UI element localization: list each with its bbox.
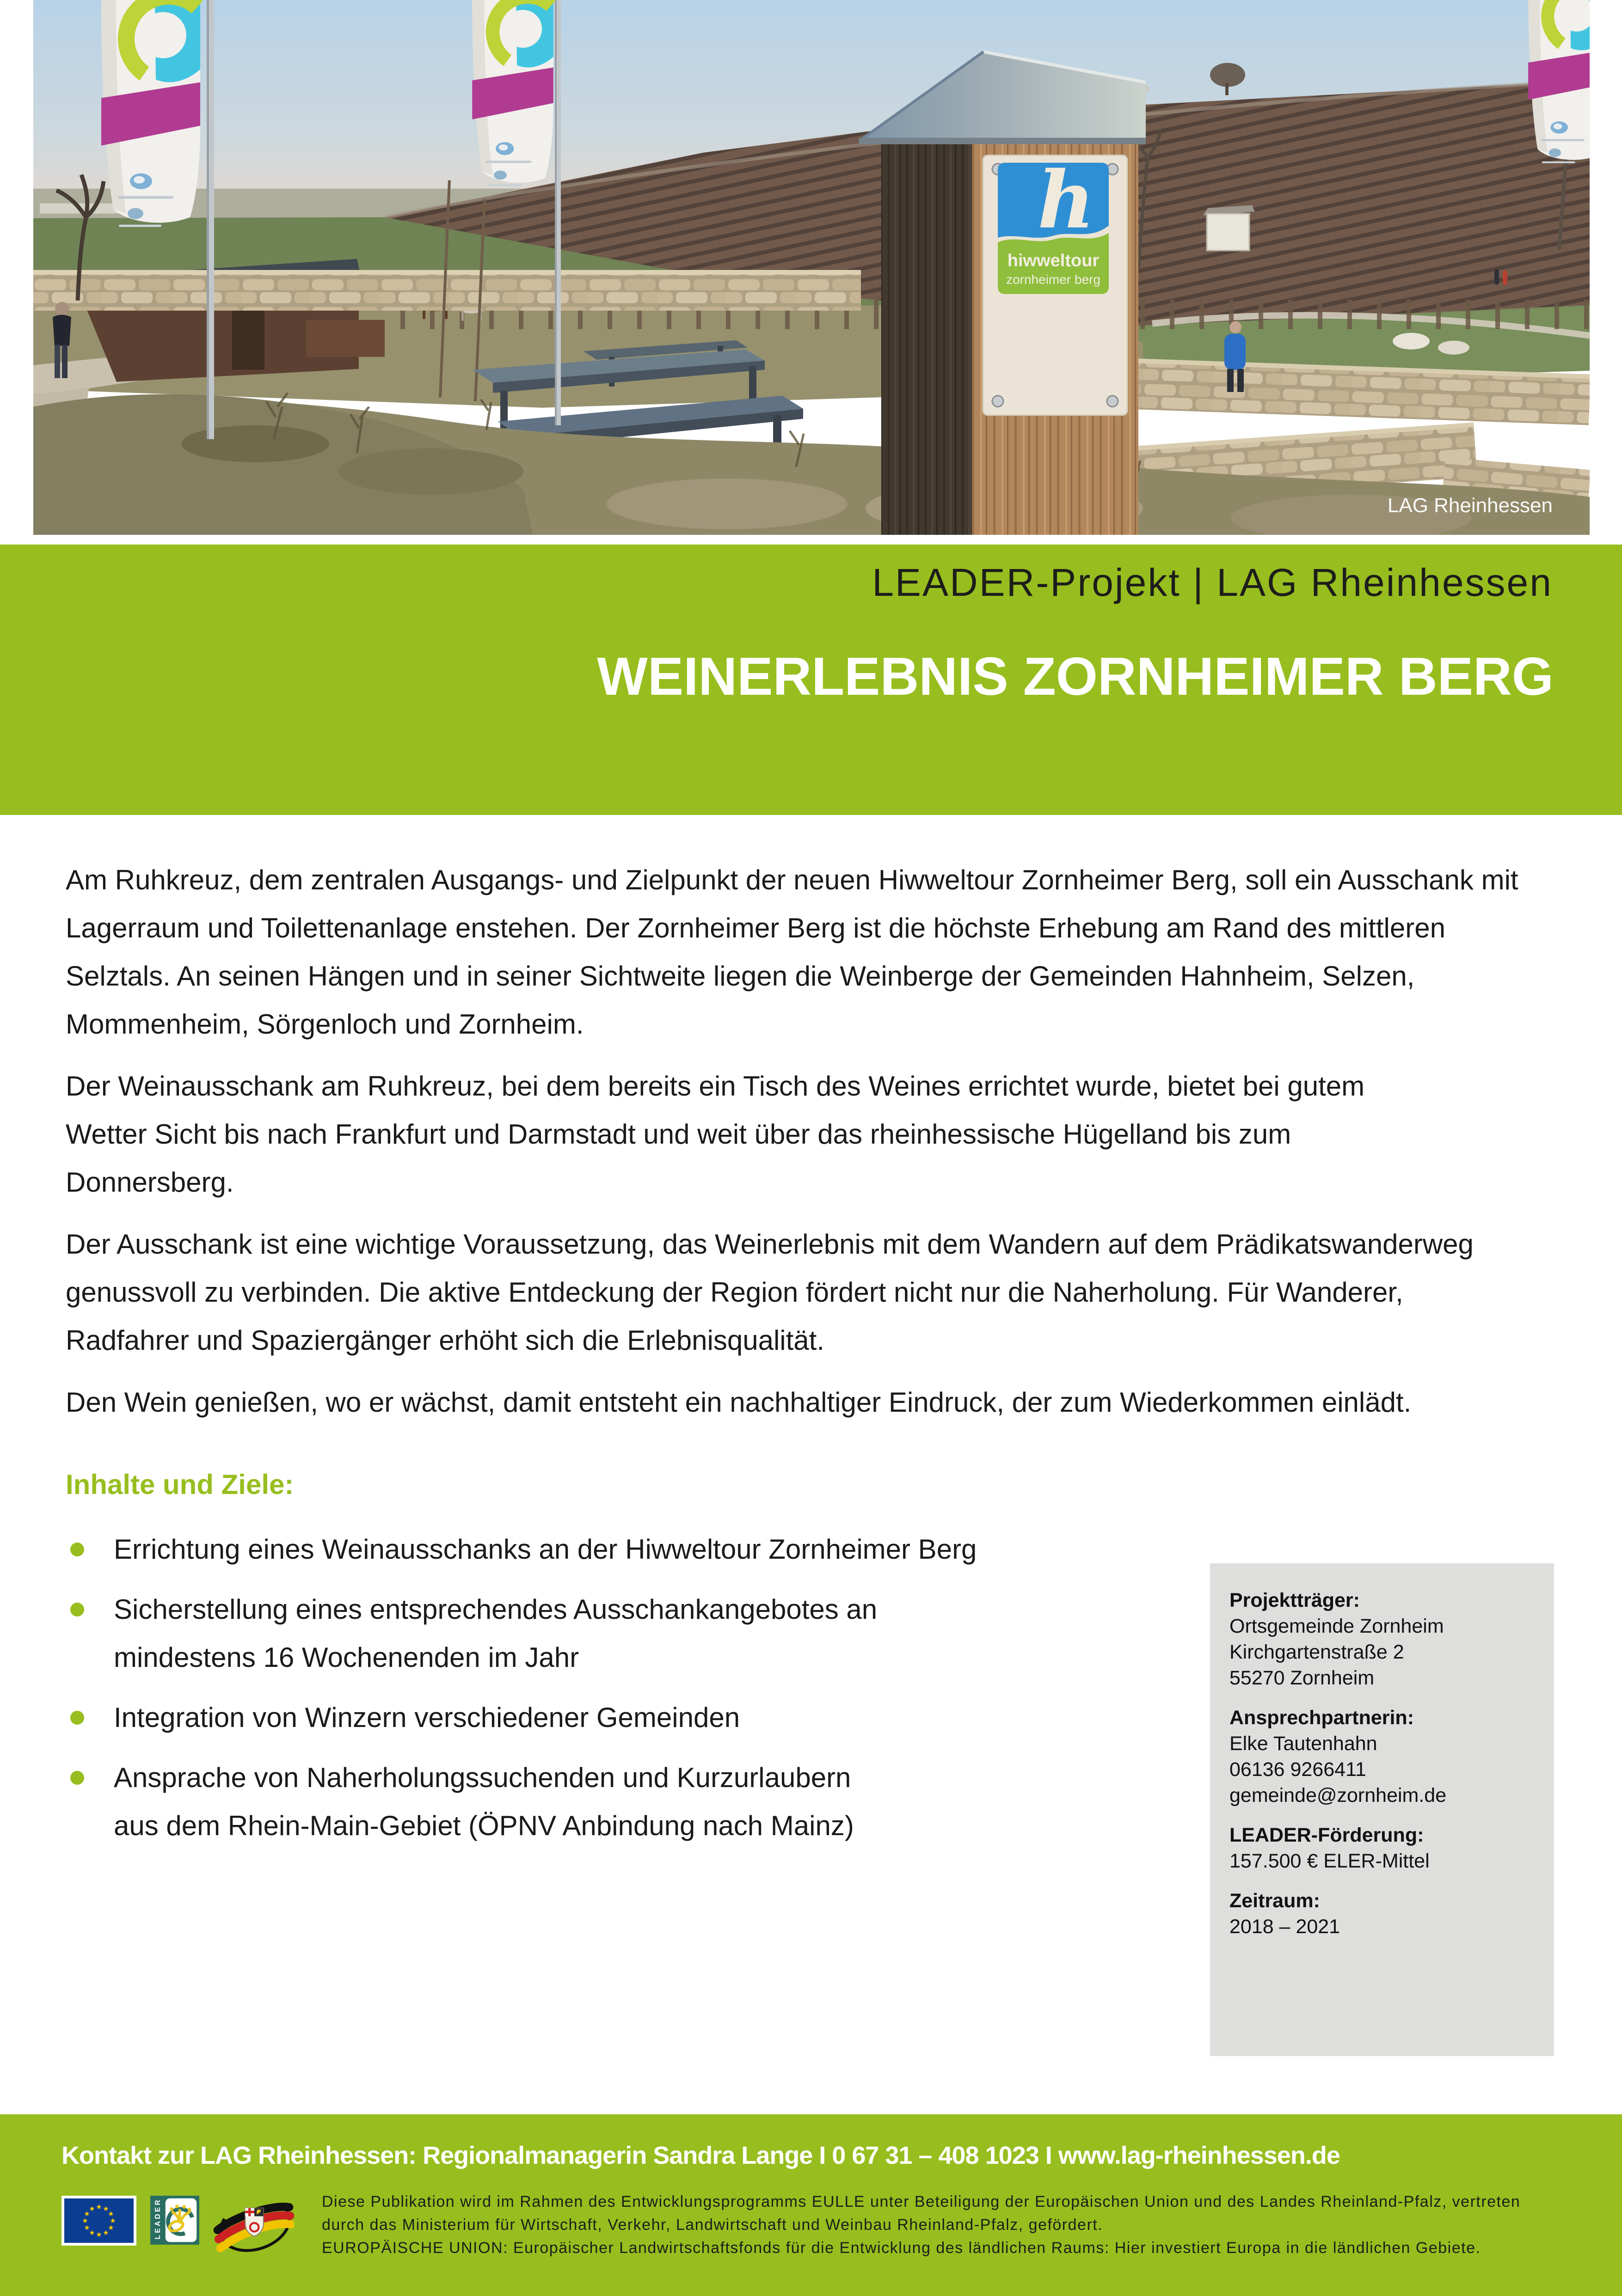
svg-text:LEADER: LEADER (154, 2198, 162, 2240)
goal-item: Errichtung eines Weinausschanks an der Hiwweltour Zornheimer Berg (66, 1525, 1185, 1574)
bullet-dot-icon (70, 1543, 84, 1556)
photo-shed-brown (306, 320, 385, 357)
svg-text:★: ★ (89, 2229, 95, 2237)
photo-shed-white (1203, 205, 1255, 251)
info-label: Zeitraum: (1229, 1890, 1320, 1912)
paragraph-3: Der Ausschank ist eine wichtige Voraussetzung, das Weinerlebnis mit dem Wandern auf dem Prädikatswanderweg genussvoll zu verbinden. Die aktive Entdeckung der Region fördert nicht nur die Naherholung. Für Wanderer, Radfahrer und Spaziergänger erhöht sich die Erlebnisqualität. (66, 1229, 1474, 1356)
svg-text:hiwweltour: hiwweltour (1007, 251, 1100, 270)
svg-text:★: ★ (84, 2210, 90, 2218)
info-group-ansprechpartnerin: Ansprechpartnerin: Elke Tautenhahn 06136 9266411 gemeinde@zornheim.de (1229, 1705, 1535, 1808)
bullet-dot-icon (70, 1771, 84, 1785)
footer-logos (61, 2196, 294, 2251)
footer (0, 2114, 1622, 2296)
svg-text:zornheimer berg: zornheimer berg (1006, 272, 1100, 287)
info-group-foerderung: LEADER-Förderung: 157.500 € ELER-Mittel (1229, 1822, 1535, 1874)
disclaimer-line: Diese Publikation wird im Rahmen des Entwicklungsprogramms EULLE unter Beteiligung der Europäischen Union und des Landes Rheinland-Pfalz, vertreten (322, 2193, 1521, 2210)
paragraph-1: Am Ruhkreuz, dem zentralen Ausgangs- und Zielpunkt der neuen Hiwweltour Zornheimer Berg, soll ein Ausschank mit Lagerraum und Toilettenanlage enstehen. Der Zornheimer Berg ist die höchste Erhebung am Rand des mittleren Selztals. An seinen Hängen und in seiner Sichtweite liegen die Weinberge der Gemeinden Hahnheim, Selzen, Mommenheim, Sörgenloch und Zornheim. (66, 864, 1518, 1040)
photo-stone-wall-left (33, 270, 861, 311)
goal-item: Integration von Winzern verschiedener Gemeinden (66, 1694, 1185, 1742)
info-label: LEADER-Förderung: (1229, 1824, 1424, 1846)
svg-text:★: ★ (82, 2216, 88, 2225)
footer-contact: Kontakt zur LAG Rheinhessen: Regionalmanagerin Sandra Lange I 0 67 31 – 408 1023 I www.lag-rheinhessen.de (61, 2142, 1340, 2169)
info-group-traeger: Projektträger: Ortsgemeinde Zornheim Kirchgartenstraße 2 55270 Zornheim (1229, 1587, 1535, 1691)
svg-text:★: ★ (108, 2223, 114, 2232)
photo-signpost (859, 52, 1146, 535)
disclaimer-line: durch das Ministerium für Wirtschaft, Verkehr, Landwirtschaft und Weinbau Rheinland-Pfalz, gefördert. (322, 2216, 1103, 2234)
svg-text:★: ★ (108, 2210, 114, 2218)
photo-watermark: LAG Rheinhessen (1387, 494, 1553, 517)
title-banner (0, 545, 1622, 815)
goal-item: Ansprache von Naherholungssuchenden und Kurzurlaubern aus dem Rhein-Main-Gebiet (ÖPNV Anbindung nach Mainz) (66, 1754, 1185, 1850)
svg-text:★: ★ (103, 2229, 109, 2237)
bullet-dot-icon (70, 1603, 84, 1616)
sign-h-icon: h (1038, 154, 1095, 246)
info-label: Ansprechpartnerin: (1229, 1707, 1414, 1729)
footer-disclaimer (322, 2190, 1520, 2259)
eu-flag-icon (61, 2196, 136, 2246)
svg-text:★: ★ (103, 2204, 109, 2213)
photo-flag-right-corner (1528, 0, 1590, 163)
svg-text:★: ★ (96, 2230, 102, 2239)
page-title: WEINERLEBNIS ZORNHEIMER BERG (597, 646, 1554, 706)
rlp-coat-of-arms (245, 2208, 263, 2236)
project-info-box (1210, 1563, 1554, 2056)
svg-text:★: ★ (89, 2204, 95, 2213)
paragraph-4: Den Wein genießen, wo er wächst, damit entsteht ein nachhaltiger Eindruck, der zum Wiederkommen einlädt. (66, 1387, 1412, 1418)
svg-text:★: ★ (96, 2203, 102, 2211)
info-group-zeitraum: Zeitraum: 2018 – 2021 (1229, 1888, 1535, 1940)
leader-logo-icon (150, 2196, 199, 2245)
banner-kicker: LEADER-Projekt | LAG Rheinhessen (872, 561, 1553, 604)
rheinland-pfalz-logo-icon (213, 2196, 294, 2253)
info-label: Projektträger: (1229, 1589, 1360, 1611)
goals-section (66, 1461, 1185, 1862)
goal-item: Sicherstellung eines entsprechendes Ausschankangebotes an mindestens 16 Wochenenden im Jahr (66, 1586, 1185, 1682)
photo-trail-sign (983, 154, 1127, 415)
hero-photo (33, 0, 1590, 535)
svg-text:★: ★ (84, 2223, 90, 2232)
body-copy (66, 856, 1536, 1440)
paragraph-2: Der Weinausschank am Ruhkreuz, bei dem bereits ein Tisch des Weines errichtet wurde, bietet bei gutem Wetter Sicht bis nach Frankfurt und Darmstadt und weit über das rheinhessische Hügelland bis zum Donnersberg. (66, 1071, 1365, 1198)
disclaimer-line: EUROPÄISCHE UNION: Europäischer Landwirtschaftsfonds für die Entwicklung des ländlichen Raums: Hier investiert Europa in die ländlichen Gebiete. (322, 2239, 1481, 2257)
svg-text:★: ★ (110, 2216, 116, 2225)
bullet-dot-icon (70, 1711, 84, 1725)
goals-heading: Inhalte und Ziele: (66, 1469, 294, 1500)
